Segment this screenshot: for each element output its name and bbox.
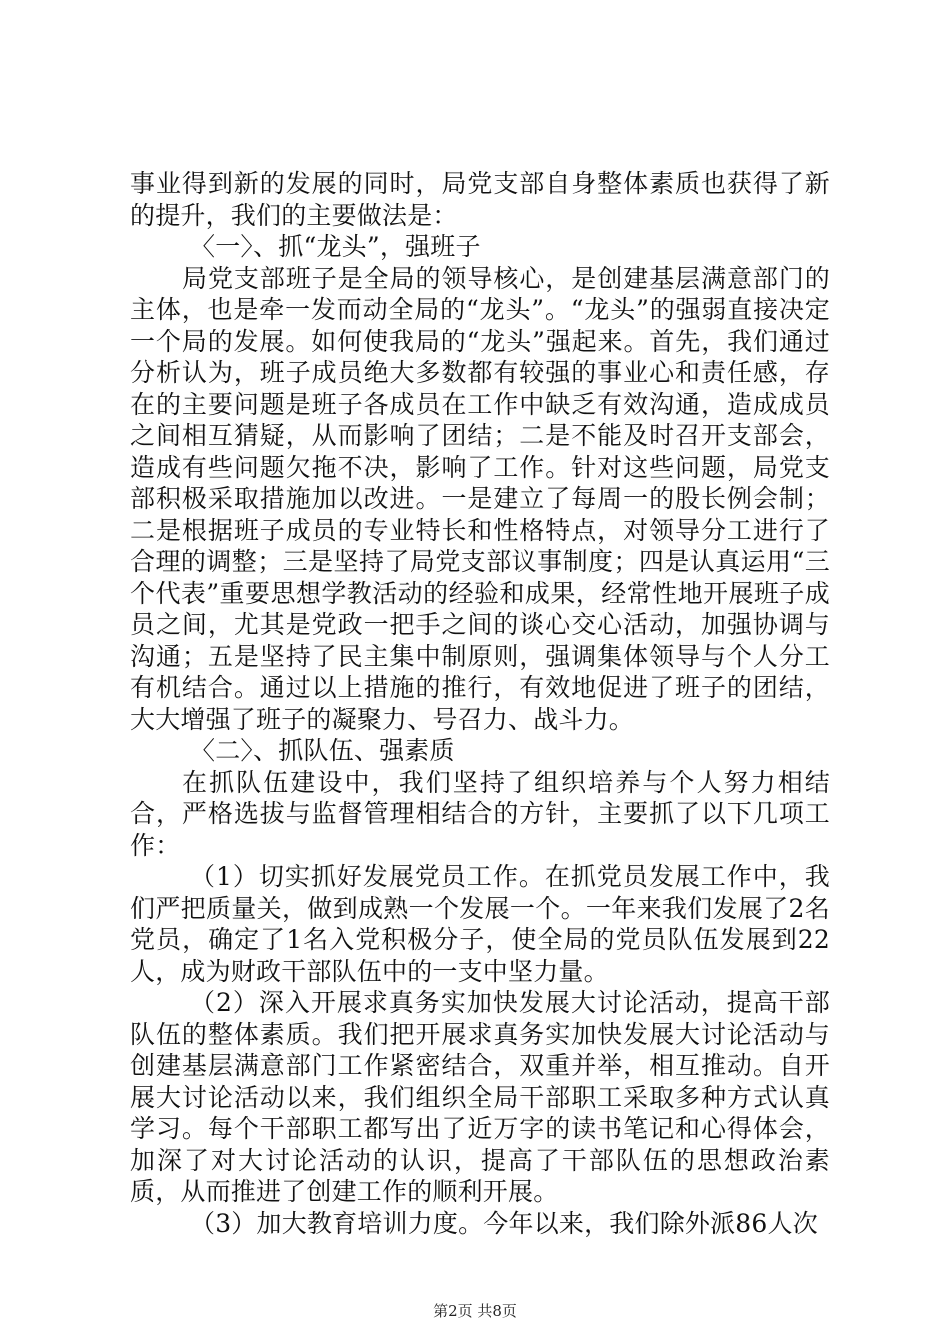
paragraph-continuation: 事业得到新的发展的同时，局党支部自身整体素质也获得了新的提升，我们的主要做法是： [130, 169, 830, 230]
list-item-2: （2）深入开展求真务实加快发展大讨论活动，提高干部队伍的整体素质。我们把开展求真务实加快发展大讨论活动与创建基层满意部门工作紧密结合，双重并举，相互推动。自开展大讨论活动以来，我们组织全局干部职工采取多种方式认真学习。每个干部职工都写出了近万字的读书笔记和心得体会，加深了对大讨论活动的认识，提高了干部队伍的思想政治素质，从而推进了创建工作的顺利开展。 [130, 988, 830, 1206]
document-body [130, 168, 830, 1239]
paragraph-body: 在抓队伍建设中，我们坚持了组织培养与个人努力相结合，严格选拔与监督管理相结合的方针，主要抓了以下几项工作： [130, 767, 830, 860]
paragraph-body: 局党支部班子是全局的领导核心，是创建基层满意部门的主体，也是牵一发而动全局的“龙头”。“龙头”的强弱直接决定一个局的发展。如何使我局的“龙头”强起来。首先，我们通过分析认为，班子成员绝大多数都有较强的事业心和责任感，存在的主要问题是班子各成员在工作中缺乏有效沟通，造成成员之间相互猜疑，从而影响了团结；二是不能及时召开支部会，造成有些问题欠拖不决，影响了工作。针对这些问题，局党支部积极采取措施加以改进。一是建立了每周一的股长例会制；二是根据班子成员的专业特长和性格特点，对领导分工进行了合理的调整；三是坚持了局党支部议事制度；四是认真运用“三个代表”重要思想学教活动的经验和成果，经常性地开展班子成员之间，尤其是党政一把手之间的谈心交心活动，加强协调与沟通；五是坚持了民主集中制原则，强调集体领导与个人分工有机结合。通过以上措施的推行，有效地促进了班子的团结，大大增强了班子的凝聚力、号召力、战斗力。 [130, 263, 830, 734]
section-heading-1: 〈一〉、抓“龙头”，强班子 [190, 232, 481, 261]
list-item-1: （1）切实抓好发展党员工作。在抓党员发展工作中，我们严把质量关，做到成熟一个发展一个。一年来我们发展了2名党员，确定了1名入党积极分子，使全局的党员队伍发展到22人，成为财政干部队伍中的一支中坚力量。 [130, 862, 830, 986]
page-number-footer: 第2页 共8页 [433, 1302, 517, 1320]
list-item-3: （3）加大教育培训力度。今年以来，我们除外派86人次 [190, 1208, 818, 1238]
section-heading-2: 〈二〉、抓队伍、强素质 [190, 736, 455, 765]
